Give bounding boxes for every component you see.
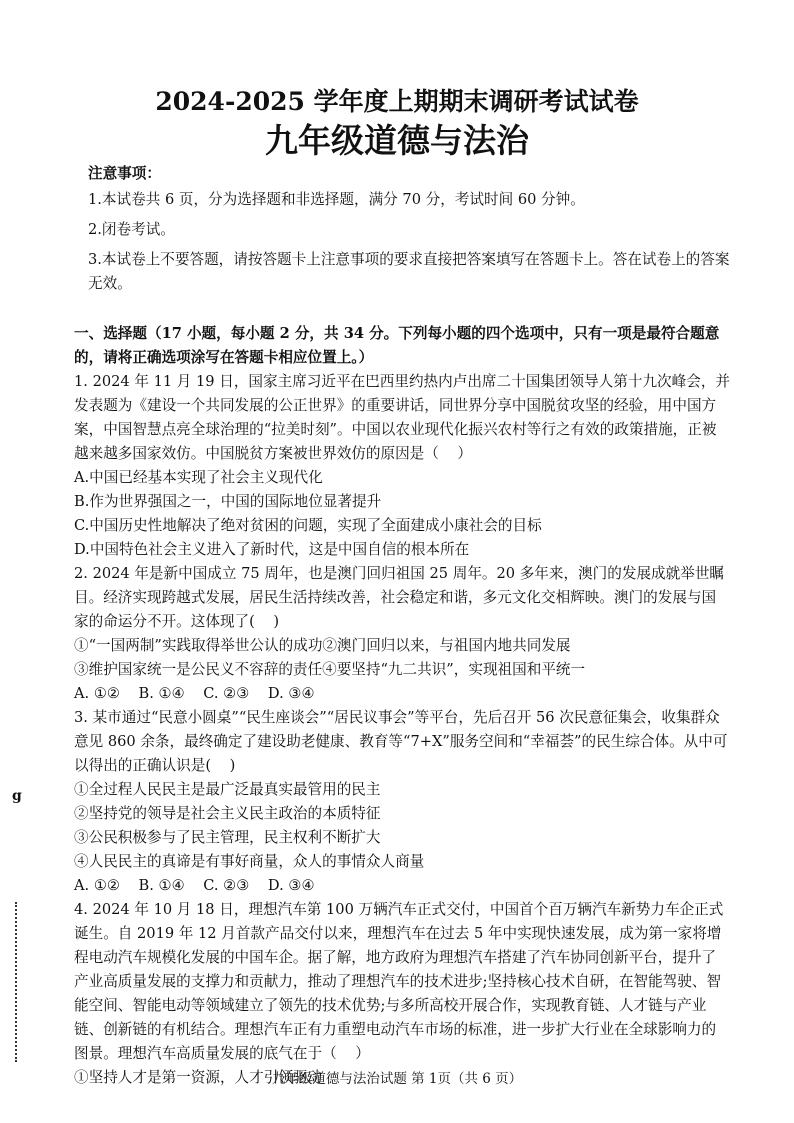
statement-item: ③公民积极参与了民主管理，民主权利不断扩大 xyxy=(74,829,381,846)
statement-item: ①全过程人民民主是最广泛最真实最管用的民主 xyxy=(74,781,381,798)
option-item: A.中国已经基本实现了社会主义现代化 xyxy=(74,469,323,486)
option-item: B.作为世界强国之一，中国的国际地位显著提升 xyxy=(74,493,382,510)
notice-item: 2.闭卷考试。 xyxy=(88,221,175,238)
notice-item: 1.本试卷共 6 页，分为选择题和非选择题，满分 70 分，考试时间 60 分钟。 xyxy=(88,191,585,208)
answer-choices: A. ①② B. ①④ C. ②③ D. ③④ xyxy=(74,685,315,702)
question-stem: 4. 2024 年 10 月 18 日，理想汽车第 100 万辆汽车正式交付，中国首个百万辆汽车新势力车企正式诞生。自 2019 年 12 月首款产品交付以来，理想汽车在过去 5 年中实现快速发展，成为第一家将增程电动汽车规模化发展的中国车企。据了解，地方政府为理想汽车搭建了汽车协同创新平台，提升了产业高质量发展的支撑力和贡献力，推动了理想汽车的技术进步;坚持核心技术自研，在智能驾驶、智能空间、智能电动等领域建立了领先的技术优势;与多所高校开展合作，实现教育链、人才链与产业链、创新链的有机结合。理想汽车正有力重塑电动汽车市场的标准，进一步扩大行业在全球影响力的图景。理想汽车高质量发展的底气在于（ ） xyxy=(74,901,724,1062)
answer-choices: A. ①② B. ①④ C. ②③ D. ③④ xyxy=(74,877,315,894)
exam-body xyxy=(74,162,730,1090)
page-footer: 九年级道德与法治试题 第 1页（共 6 页） xyxy=(271,1071,523,1087)
statement-item: ④人民民主的真谛是有事好商量，众人的事情众人商量 xyxy=(74,853,425,870)
question-stem: 1. 2024 年 11 月 19 日，国家主席习近平在巴西里约热内卢出席二十国集团领导人第十九次峰会，并发表题为《建设一个共同发展的公正世界》的重要讲话，同世界分享中国脱贫攻坚的经验，用中国方案，中国智慧点亮全球治理的“拉美时刻”。中国以农业现代化振兴农村等行之有效的政策措施，正被越来越多国家效仿。中国脱贫方案被世界效仿的原因是（ ） xyxy=(74,373,731,462)
exam-title: 2024-2025 学年度上期期末调研考试试卷 xyxy=(155,87,639,116)
margin-mark: g xyxy=(12,788,22,804)
statement-item: ①坚持人才是第一资源，人才引领驱动 xyxy=(74,1069,323,1086)
notice-item: 3.本试卷上不要答题，请按答题卡上注意事项的要求直接把答案填写在答题卡上。答在试卷上的答案无效。 xyxy=(88,251,730,292)
question-stem: 3. 某市通过“民意小圆桌”“民生座谈会”“居民议事会”等平台，先后召开 56 次民意征集会，收集群众意见 860 余条，最终确定了建设助老健康、教育等“7+X”服务空间和“幸福荟”的民生综合体。从中可以得出的正确认识是( ) xyxy=(74,709,728,774)
statement-item: ②坚持党的领导是社会主义民主政治的本质特征 xyxy=(74,805,381,822)
option-item: D.中国特色社会主义进入了新时代，这是中国自信的根本所在 xyxy=(74,541,470,558)
question-stem: 2. 2024 年是新中国成立 75 周年，也是澳门回归祖国 25 周年。20 多年来，澳门的发展成就举世瞩目。经济实现跨越式发展，居民生活持续改善，社会稳定和谐，多元文化交相辉映。澳门的发展与国家的命运分不开。这体现了( ) xyxy=(74,565,725,630)
section-heading: 一、选择题（17 小题，每小题 2 分，共 34 分。下列每小题的四个选项中，只有一项是最符合题意的，请将正确选项涂写在答题卡相应位置上。） xyxy=(74,325,720,366)
option-item: C.中国历史性地解决了绝对贫困的问题，实现了全面建成小康社会的目标 xyxy=(74,517,542,534)
subject-title: 九年级道德与法治 xyxy=(265,121,529,160)
binding-dotted-line xyxy=(15,902,20,1062)
statement-item: ③维护国家统一是公民义不容辞的责任④要坚持“九二共识”，实现祖国和平统一 xyxy=(74,661,586,678)
notice-heading: 注意事项： xyxy=(88,165,161,182)
statement-item: ①“一国两制”实践取得举世公认的成功②澳门回归以来，与祖国内地共同发展 xyxy=(74,637,571,654)
